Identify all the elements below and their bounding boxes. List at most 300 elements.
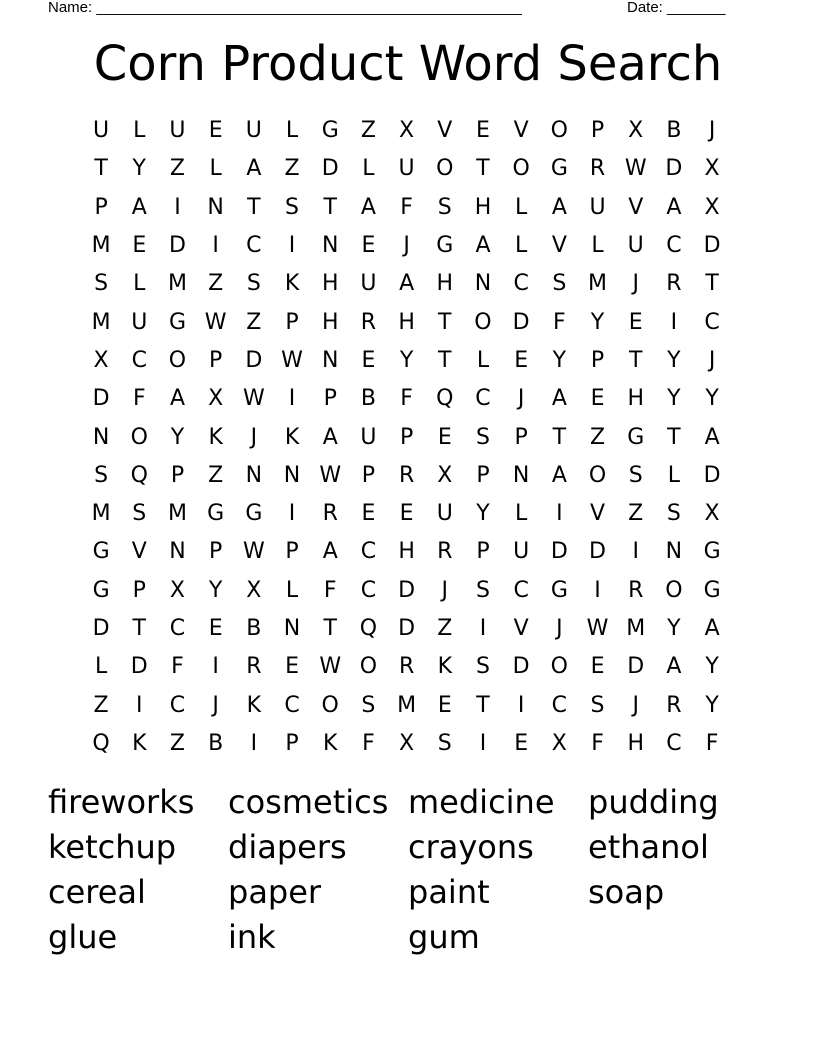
grid-letter: N — [321, 347, 339, 373]
word-list — [48, 780, 768, 960]
grid-letter: V — [131, 539, 147, 565]
grid-letter: I — [479, 730, 487, 756]
grid-letter: B — [208, 730, 224, 756]
grid-letter: I — [288, 501, 296, 527]
grid-letter: P — [476, 539, 490, 565]
grid-letter: X — [437, 462, 453, 488]
grid-letter: U — [131, 309, 148, 335]
grid-letter: L — [285, 118, 299, 144]
grid-letter: I — [556, 501, 563, 527]
grid-letter: C — [513, 577, 529, 603]
grid-letter: G — [627, 424, 645, 450]
grid-letter: Z — [437, 616, 453, 641]
word-list-item: crayons — [408, 828, 534, 866]
grid-letter: W — [242, 539, 265, 565]
grid-letter: A — [399, 271, 415, 297]
grid-letter: G — [92, 539, 110, 565]
grid-letter: U — [169, 118, 186, 144]
grid-letter: R — [322, 501, 338, 527]
grid-letter: L — [362, 156, 375, 182]
grid-letter: Y — [667, 386, 681, 412]
grid-letter: D — [627, 654, 645, 680]
grid-letter: J — [403, 233, 410, 259]
grid-letter: Y — [667, 347, 681, 373]
grid-letter: O — [436, 156, 454, 182]
grid-letter: G — [703, 577, 721, 603]
grid-letter: S — [475, 654, 490, 680]
grid-letter: K — [284, 271, 300, 297]
grid-letter: Z — [360, 118, 376, 144]
grid-letter: W — [281, 347, 303, 373]
grid-letter: V — [551, 233, 567, 259]
grid-letter: C — [360, 539, 377, 565]
grid-letter: C — [169, 616, 186, 641]
grid-letter: F — [705, 730, 719, 756]
grid-letter: C — [360, 577, 377, 603]
grid-letter: X — [208, 386, 224, 412]
grid-letter: Z — [589, 424, 606, 450]
grid-letter: P — [361, 462, 376, 488]
grid-letter: M — [397, 692, 417, 718]
grid-letter: I — [250, 730, 258, 756]
grid-letter: J — [250, 424, 258, 450]
name-field: Name: ___________________________________________________ — [48, 0, 522, 16]
grid-letter: W — [586, 616, 609, 641]
grid-letter: P — [94, 194, 108, 220]
grid-letter: U — [360, 424, 377, 450]
grid-letter: E — [590, 386, 605, 412]
grid-letter: A — [475, 233, 491, 259]
grid-letter: B — [246, 616, 262, 641]
grid-letter: D — [245, 347, 263, 373]
grid-letter: J — [517, 386, 525, 412]
grid-row — [82, 303, 732, 341]
grid-letter: N — [283, 616, 301, 641]
grid-letter: P — [209, 539, 223, 565]
grid-letter: N — [207, 194, 224, 220]
grid-letter: R — [628, 577, 644, 603]
grid-letter: H — [321, 309, 339, 335]
grid-row — [82, 227, 732, 265]
grid-letter: H — [627, 730, 644, 756]
grid-letter: T — [476, 692, 490, 718]
grid-letter: M — [588, 271, 608, 297]
grid-letter: R — [398, 462, 415, 488]
grid-letter: C — [551, 692, 568, 718]
word-list-item: gum — [408, 918, 480, 956]
grid-letter: F — [171, 654, 184, 680]
grid-letter: T — [438, 309, 452, 335]
grid-letter: C — [475, 386, 491, 412]
grid-letter: E — [514, 730, 529, 756]
grid-letter: E — [208, 616, 223, 641]
grid-letter: P — [399, 424, 414, 450]
grid-letter: K — [246, 692, 262, 718]
word-list-item: paint — [408, 873, 490, 911]
grid-letter: A — [551, 194, 567, 220]
grid-letter: H — [398, 539, 415, 565]
word-list-item: fireworks — [48, 783, 195, 821]
grid-letter: A — [322, 539, 338, 565]
grid-row — [82, 189, 732, 227]
grid-letter: N — [474, 271, 492, 297]
grid-letter: E — [361, 347, 376, 373]
grid-letter: X — [628, 118, 644, 144]
grid-letter: O — [550, 118, 568, 144]
grid-letter: O — [474, 309, 492, 335]
letter-grid — [82, 112, 732, 763]
grid-letter: Y — [667, 616, 681, 641]
grid-letter: V — [513, 118, 529, 144]
grid-letter: B — [360, 386, 376, 412]
grid-letter: U — [93, 118, 110, 144]
grid-letter: E — [628, 309, 643, 335]
grid-letter: D — [512, 309, 530, 335]
grid-letter: N — [169, 539, 186, 565]
header — [0, 0, 816, 20]
grid-letter: O — [168, 347, 187, 373]
grid-letter: S — [94, 271, 109, 297]
grid-letter: X — [246, 577, 262, 603]
grid-letter: S — [361, 692, 376, 718]
grid-letter: E — [361, 501, 376, 527]
grid-letter: I — [136, 692, 143, 718]
grid-letter: X — [704, 156, 720, 182]
grid-letter: A — [169, 386, 185, 412]
grid-letter: N — [92, 424, 110, 450]
grid-letter: O — [130, 424, 148, 450]
grid-letter: E — [132, 233, 147, 259]
grid-letter: G — [207, 501, 225, 527]
grid-letter: U — [436, 501, 453, 527]
grid-letter: E — [208, 118, 223, 144]
grid-letter: F — [132, 386, 146, 412]
grid-letter: Y — [476, 501, 490, 527]
grid-letter: A — [704, 424, 720, 450]
word-list-item: ketchup — [48, 828, 177, 866]
grid-letter: S — [666, 501, 681, 527]
grid-letter: E — [476, 118, 490, 144]
grid-letter: T — [94, 156, 108, 182]
grid-row — [82, 533, 732, 571]
grid-letter: S — [437, 194, 452, 220]
grid-letter: K — [323, 730, 338, 756]
page-title: Corn Product Word Search — [93, 36, 723, 92]
grid-letter: M — [91, 233, 111, 259]
grid-letter: G — [168, 309, 186, 335]
grid-letter: Y — [705, 692, 719, 718]
grid-letter: A — [360, 194, 376, 220]
grid-letter: D — [589, 539, 606, 565]
grid-letter: G — [436, 233, 454, 259]
grid-letter: S — [437, 730, 452, 756]
grid-letter: Y — [132, 156, 146, 182]
grid-row — [82, 495, 732, 533]
word-list-item: ink — [228, 918, 276, 956]
grid-letter: Q — [130, 462, 148, 488]
grid-letter: O — [665, 577, 683, 603]
date-field: Date: _______ — [627, 0, 726, 16]
word-list-item: paper — [228, 873, 322, 911]
grid-letter: H — [474, 194, 492, 220]
grid-letter: J — [212, 692, 219, 718]
grid-letter: Y — [399, 347, 414, 373]
grid-letter: E — [285, 654, 299, 680]
grid-letter: R — [398, 654, 415, 680]
grid-letter: S — [132, 501, 147, 527]
grid-letter: M — [626, 616, 646, 641]
grid-letter: U — [513, 539, 530, 565]
grid-letter: S — [246, 271, 261, 297]
grid-letter: G — [245, 501, 263, 527]
grid-letter: S — [475, 577, 490, 603]
grid-letter: L — [476, 347, 490, 373]
grid-letter: U — [360, 271, 377, 297]
grid-letter: C — [666, 730, 682, 756]
grid-row — [82, 725, 732, 763]
grid-letter: L — [591, 233, 604, 259]
grid-letter: Z — [284, 156, 300, 182]
grid-letter: E — [514, 347, 529, 373]
grid-letter: L — [515, 233, 528, 259]
grid-letter: N — [283, 462, 301, 488]
grid-letter: R — [437, 539, 453, 565]
grid-letter: R — [666, 692, 682, 718]
grid-letter: G — [550, 156, 568, 182]
grid-letter: A — [322, 424, 338, 450]
word-list-item: glue — [48, 918, 118, 956]
grid-letter: W — [319, 462, 342, 488]
grid-letter: D — [703, 462, 721, 488]
grid-row — [82, 150, 732, 188]
grid-letter: T — [552, 424, 567, 450]
grid-letter: R — [360, 309, 377, 335]
grid-letter: M — [91, 501, 111, 527]
grid-letter: Z — [169, 156, 185, 182]
grid-letter: Z — [246, 309, 262, 335]
grid-letter: P — [323, 386, 337, 412]
grid-letter: G — [550, 577, 568, 603]
grid-letter: A — [246, 156, 262, 182]
grid-letter: J — [708, 347, 716, 373]
grid-letter: T — [705, 271, 719, 297]
grid-letter: E — [361, 233, 376, 259]
grid-letter: D — [398, 616, 416, 641]
grid-letter: S — [94, 462, 109, 488]
grid-letter: V — [628, 194, 644, 220]
grid-letter: U — [245, 118, 262, 144]
grid-letter: R — [666, 271, 682, 297]
grid-letter: N — [665, 539, 683, 565]
grid-row — [82, 648, 732, 686]
grid-letter: I — [288, 386, 296, 412]
grid-letter: I — [670, 309, 678, 335]
grid-letter: Y — [705, 654, 719, 680]
grid-letter: I — [632, 539, 639, 565]
grid-row — [82, 457, 732, 495]
grid-letter: C — [131, 347, 147, 373]
grid-letter: L — [285, 577, 299, 603]
grid-letter: X — [399, 730, 415, 756]
grid-letter: S — [475, 424, 490, 450]
grid-letter: I — [174, 194, 181, 220]
grid-letter: D — [512, 654, 530, 680]
grid-letter: C — [513, 271, 529, 297]
grid-row — [82, 342, 732, 380]
grid-letter: S — [285, 194, 300, 220]
grid-letter: P — [285, 309, 299, 335]
word-list-item: diapers — [228, 828, 347, 866]
grid-letter: X — [93, 347, 109, 373]
grid-letter: F — [591, 730, 604, 756]
grid-letter: W — [242, 386, 265, 412]
grid-letter: T — [476, 156, 490, 182]
grid-letter: L — [209, 156, 222, 182]
grid-letter: Q — [436, 386, 454, 412]
grid-letter: H — [321, 271, 339, 297]
grid-letter: D — [168, 233, 186, 259]
grid-letter: K — [437, 654, 452, 680]
grid-letter: Y — [552, 347, 567, 373]
grid-letter: S — [628, 462, 643, 488]
grid-letter: U — [627, 233, 644, 259]
grid-letter: N — [321, 233, 339, 259]
grid-letter: T — [438, 347, 452, 373]
grid-letter: F — [400, 386, 413, 412]
grid-letter: K — [208, 424, 223, 450]
grid-letter: J — [441, 577, 449, 603]
grid-letter: J — [632, 692, 639, 718]
grid-letter: Q — [92, 730, 110, 756]
word-list-item: cosmetics — [228, 783, 389, 821]
grid-letter: T — [323, 616, 337, 641]
grid-letter: C — [704, 309, 720, 335]
grid-letter: B — [666, 118, 682, 144]
grid-letter: P — [590, 347, 605, 373]
grid-letter: X — [551, 730, 567, 756]
grid-letter: P — [590, 118, 605, 144]
grid-letter: M — [167, 501, 187, 527]
grid-letter: W — [624, 156, 647, 182]
grid-letter: A — [551, 462, 567, 488]
grid-letter: P — [514, 424, 528, 450]
grid-letter: S — [590, 692, 605, 718]
grid-letter: F — [400, 194, 413, 220]
grid-letter: D — [665, 156, 683, 182]
grid-letter: Z — [208, 271, 224, 297]
grid-letter: Y — [590, 309, 605, 335]
grid-letter: I — [517, 692, 525, 718]
grid-letter: P — [476, 462, 490, 488]
grid-letter: A — [551, 386, 567, 412]
grid-letter: U — [589, 194, 606, 220]
grid-row — [82, 418, 732, 456]
grid-letter: N — [245, 462, 263, 488]
grid-letter: F — [553, 309, 566, 335]
grid-row — [82, 610, 732, 648]
grid-letter: X — [704, 501, 720, 527]
grid-letter: I — [479, 616, 487, 641]
grid-letter: I — [594, 577, 601, 603]
grid-letter: I — [212, 654, 219, 680]
grid-row — [82, 265, 732, 303]
grid-letter: E — [437, 692, 452, 718]
grid-letter: F — [362, 730, 375, 756]
grid-letter: P — [285, 730, 299, 756]
grid-row — [82, 380, 732, 418]
grid-letter: P — [285, 539, 299, 565]
grid-letter: Y — [208, 577, 223, 603]
grid-letter: A — [666, 194, 682, 220]
grid-letter: L — [94, 654, 108, 680]
grid-letter: D — [92, 386, 110, 412]
grid-letter: O — [550, 654, 568, 680]
grid-letter: N — [512, 462, 530, 488]
grid-letter: O — [512, 156, 530, 182]
grid-letter: X — [169, 577, 185, 603]
grid-letter: W — [319, 654, 342, 680]
grid-letter: A — [666, 654, 682, 680]
grid-letter: A — [131, 194, 147, 220]
grid-letter: H — [627, 386, 644, 412]
grid-letter: Y — [170, 424, 185, 450]
grid-letter: T — [667, 424, 681, 450]
grid-letter: L — [515, 501, 528, 527]
word-list-item: soap — [588, 873, 665, 911]
grid-row — [82, 686, 732, 724]
grid-letter: R — [246, 654, 262, 680]
grid-letter: K — [284, 424, 300, 450]
grid-letter: X — [704, 194, 720, 220]
grid-letter: R — [589, 156, 606, 182]
grid-letter: O — [359, 654, 378, 680]
word-list-item: medicine — [408, 783, 555, 821]
grid-letter: D — [398, 577, 416, 603]
grid-letter: Y — [705, 386, 719, 412]
grid-letter: J — [556, 616, 563, 641]
grid-row — [82, 572, 732, 610]
grid-letter: S — [552, 271, 567, 297]
grid-letter: V — [590, 501, 606, 527]
grid-letter: A — [704, 616, 720, 641]
grid-letter: C — [666, 233, 682, 259]
grid-letter: E — [399, 501, 414, 527]
grid-letter: M — [91, 309, 111, 335]
grid-letter: T — [323, 194, 337, 220]
grid-letter: M — [167, 271, 187, 297]
grid-letter: X — [399, 118, 415, 144]
grid-letter: O — [321, 692, 339, 718]
grid-letter: T — [628, 347, 643, 373]
grid-letter: E — [590, 654, 605, 680]
grid-letter: Z — [208, 462, 224, 488]
grid-letter: T — [132, 616, 146, 641]
grid-letter: L — [133, 118, 146, 144]
grid-letter: D — [130, 654, 148, 680]
grid-letter: P — [132, 577, 146, 603]
grid-letter: F — [323, 577, 337, 603]
grid-letter: T — [247, 194, 261, 220]
grid-letter: O — [588, 462, 607, 488]
grid-letter: D — [321, 156, 339, 182]
grid-letter: C — [246, 233, 262, 259]
grid-letter: I — [212, 233, 219, 259]
grid-letter: G — [321, 118, 339, 144]
grid-row — [82, 112, 732, 150]
grid-letter: J — [708, 118, 716, 144]
grid-letter: U — [398, 156, 415, 182]
grid-letter: L — [667, 462, 681, 488]
